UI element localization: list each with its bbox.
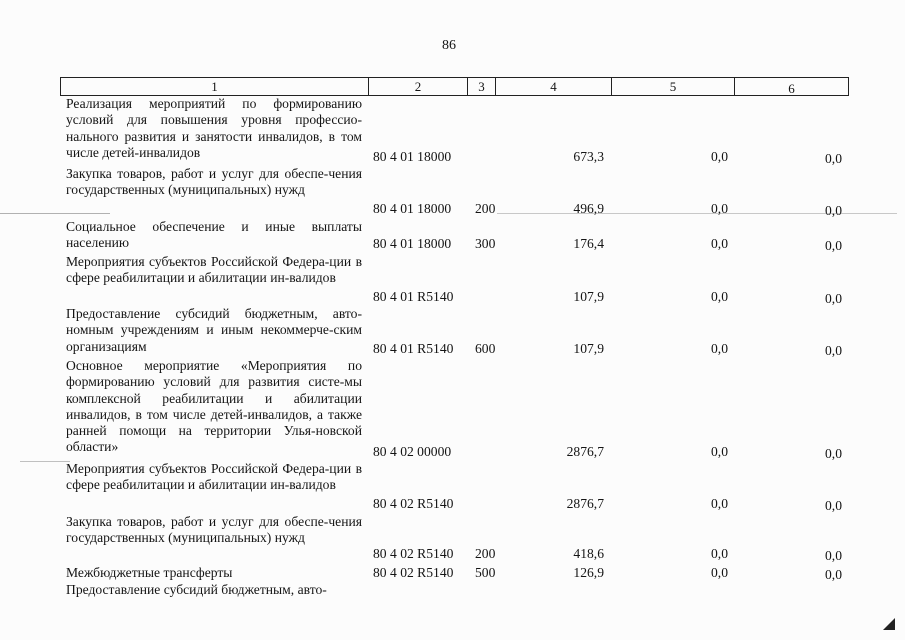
value-col-5: 0,0 xyxy=(711,546,728,561)
value-col-5: 0,0 xyxy=(711,289,728,304)
target-code: 80 4 01 18000 xyxy=(373,149,452,164)
scan-artifact-line xyxy=(20,461,70,462)
row-description: Реализация мероприятий по формированию условий для повышения уровня профессио-нального развития и занятости инвалидов, в том числе детей-инвалидов xyxy=(66,96,362,160)
target-code: 80 4 02 00000 xyxy=(373,444,452,459)
value-col-5: 0,0 xyxy=(711,236,728,251)
value-col-4: 126,9 xyxy=(573,565,604,580)
value-col-5: 0,0 xyxy=(711,496,728,511)
column-header-5: 5 xyxy=(611,77,735,96)
expense-type: 300 xyxy=(475,236,496,251)
value-col-4: 176,4 xyxy=(573,236,604,251)
value-col-6: 0,0 xyxy=(825,203,842,218)
expense-type: 500 xyxy=(475,565,496,580)
value-col-5: 0,0 xyxy=(711,565,728,580)
value-col-5: 0,0 xyxy=(711,201,728,216)
target-code: 80 4 02 R5140 xyxy=(373,565,454,580)
value-col-6: 0,0 xyxy=(825,151,842,166)
scan-artifact-line xyxy=(497,213,897,214)
scan-corner-mark xyxy=(883,618,895,630)
value-col-6: 0,0 xyxy=(825,498,842,513)
column-header-4: 4 xyxy=(495,77,612,96)
target-code: 80 4 01 18000 xyxy=(373,236,452,251)
row-description: Межбюджетные трансферты xyxy=(66,565,233,580)
value-col-4: 673,3 xyxy=(573,149,604,164)
row-description: Мероприятия субъектов Российской Федера-ции в сфере реабилитации и абилитации ин-валидов xyxy=(66,254,362,286)
value-col-6: 0,0 xyxy=(825,291,842,306)
value-col-5: 0,0 xyxy=(711,444,728,459)
value-col-4: 2876,7 xyxy=(566,496,604,511)
scan-artifact-line xyxy=(0,213,110,214)
row-description: Предоставление субсидий бюджетным, авто-номным учреждениям и иным некоммерче-ским организациям xyxy=(66,306,362,354)
value-col-6: 0,0 xyxy=(825,238,842,253)
column-header-2: 2 xyxy=(368,77,468,96)
value-col-4: 107,9 xyxy=(573,341,604,356)
value-col-4: 496,9 xyxy=(573,201,604,216)
value-col-6: 0,0 xyxy=(825,343,842,358)
page-number: 86 xyxy=(442,38,456,53)
target-code: 80 4 02 R5140 xyxy=(373,496,454,511)
column-header-3: 3 xyxy=(467,77,496,96)
column-header-1: 1 xyxy=(60,77,369,96)
target-code: 80 4 01 R5140 xyxy=(373,341,454,356)
expense-type: 200 xyxy=(475,201,496,216)
value-col-4: 2876,7 xyxy=(566,444,604,459)
expense-type: 600 xyxy=(475,341,496,356)
target-code: 80 4 02 R5140 xyxy=(373,546,454,561)
value-col-6: 0,0 xyxy=(825,548,842,563)
row-description: Предоставление субсидий бюджетным, авто- xyxy=(66,582,327,597)
row-description: Закупка товаров, работ и услуг для обеспе-чения государственных (муниципальных) нужд xyxy=(66,166,362,198)
value-col-4: 418,6 xyxy=(573,546,604,561)
value-col-4: 107,9 xyxy=(573,289,604,304)
value-col-5: 0,0 xyxy=(711,149,728,164)
column-header-6: 6 xyxy=(734,77,849,96)
row-description: Мероприятия субъектов Российской Федера-ции в сфере реабилитации и абилитации ин-валидов xyxy=(66,461,362,493)
target-code: 80 4 01 R5140 xyxy=(373,289,454,304)
value-col-5: 0,0 xyxy=(711,341,728,356)
value-col-6: 0,0 xyxy=(825,567,842,582)
target-code: 80 4 01 18000 xyxy=(373,201,452,216)
value-col-6: 0,0 xyxy=(825,446,842,461)
row-description: Закупка товаров, работ и услуг для обеспе-чения государственных (муниципальных) нужд xyxy=(66,514,362,546)
expense-type: 200 xyxy=(475,546,496,561)
row-description: Основное мероприятие «Мероприятия по формированию условий для развития систе-мы комплексной реабилитации и абилитации инвалидов, в том числе детей-инвалидов, а также ранней помощи на территории Улья-новской области» xyxy=(66,358,362,455)
row-description: Социальное обеспечение и иные выплаты населению xyxy=(66,219,362,251)
